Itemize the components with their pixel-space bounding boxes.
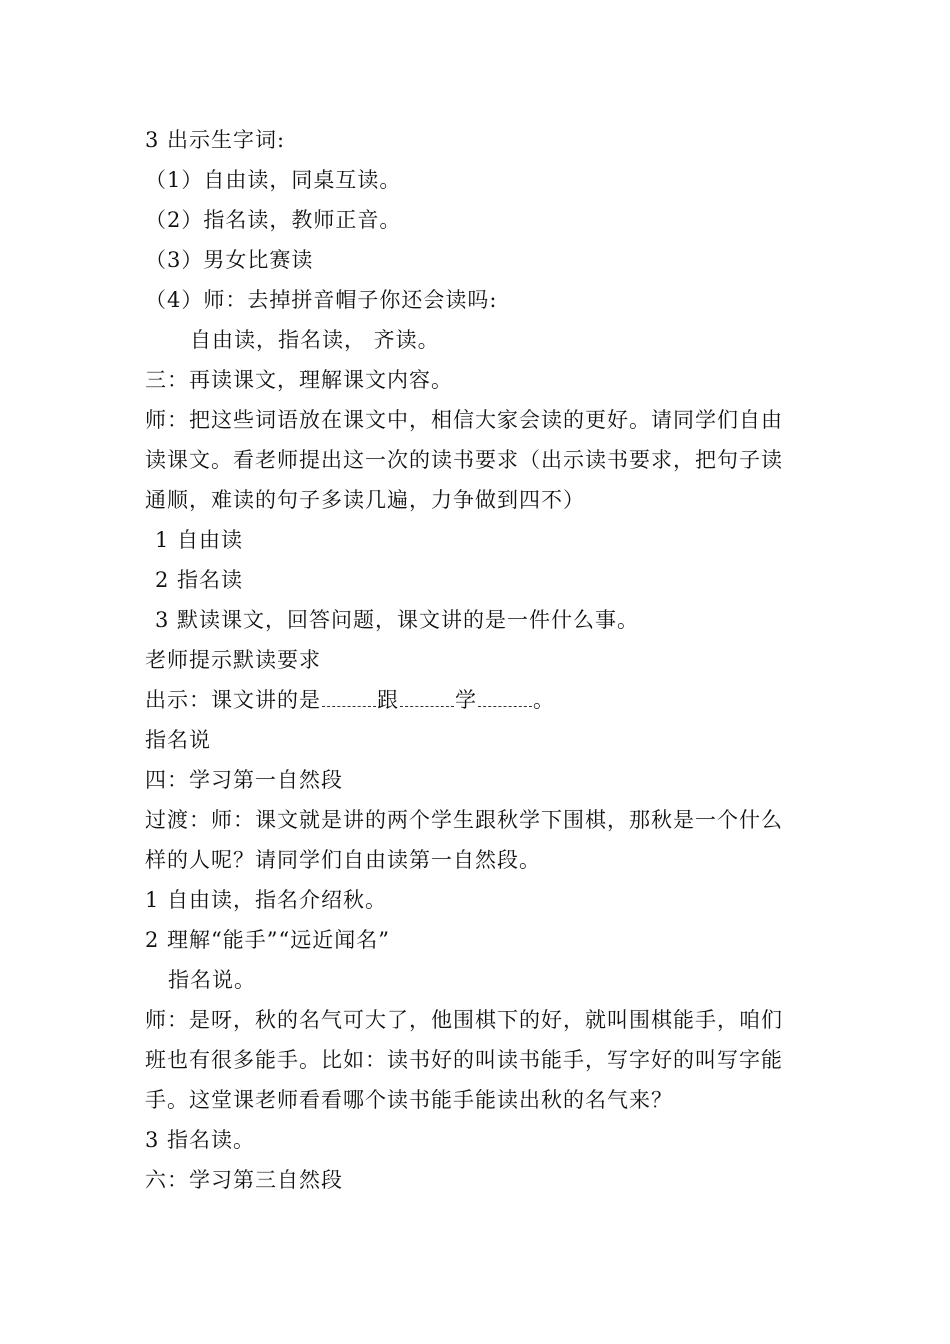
- text-line: （3）男女比赛读: [145, 248, 314, 272]
- fill-blank-prefix: 出示：课文讲的是: [145, 688, 321, 712]
- text-line: 手。这堂课老师看看哪个读书能手能读出秋的名气来？: [145, 1088, 673, 1112]
- fill-in-blank-line: [145, 685, 825, 715]
- fill-blank-mid1: 跟: [377, 688, 399, 712]
- text-line: 师：是呀，秋的名气可大了，他围棋下的好，就叫围棋能手，咱们: [145, 1008, 783, 1032]
- text-line: 指名说: [145, 728, 211, 752]
- text-line: 师：把这些词语放在课文中，相信大家会读的更好。请同学们自由: [145, 408, 783, 432]
- section-heading: 六：学习第三自然段: [145, 1168, 343, 1192]
- section-heading: 三：再读课文，理解课文内容。: [145, 368, 453, 392]
- text-line: 3 默读课文，回答问题，课文讲的是一件什么事。: [155, 608, 640, 632]
- blank-slot: [478, 688, 532, 707]
- fill-blank-suffix: 。: [533, 688, 555, 712]
- text-line: 样的人呢？请同学们自由读第一自然段。: [145, 848, 541, 872]
- text-line: 指名说。: [168, 968, 256, 992]
- blank-slot: [322, 688, 376, 707]
- text-line: 老师提示默读要求: [145, 648, 321, 672]
- text-line: 自由读，指名读， 齐读。: [190, 328, 440, 352]
- text-line: 1 自由读: [155, 528, 244, 552]
- section-heading: 四：学习第一自然段: [145, 768, 343, 792]
- text-line: 3 指名读。: [145, 1128, 256, 1152]
- text-line: 2 指名读: [155, 568, 244, 592]
- text-line: （4）师：去掉拼音帽子你还会读吗:: [145, 288, 498, 312]
- text-line: 3 出示生字词:: [145, 128, 286, 152]
- text-line: 2 理解“能手”“远近闻名”: [145, 928, 390, 952]
- fill-blank-mid2: 学: [455, 688, 477, 712]
- text-line: 过渡：师：课文就是讲的两个学生跟秋学下围棋，那秋是一个什么: [145, 808, 783, 832]
- text-line: 读课文。看老师提出这一次的读书要求（出示读书要求，把句子读: [145, 448, 783, 472]
- text-line: 通顺，难读的句子多读几遍，力争做到四不）: [145, 488, 585, 512]
- text-line: 班也有很多能手。比如：读书好的叫读书能手，写字好的叫写字能: [145, 1048, 783, 1072]
- text-line: 1 自由读，指名介绍秋。: [145, 888, 388, 912]
- text-line: （1）自由读，同桌互读。: [145, 168, 402, 192]
- blank-slot: [400, 688, 454, 707]
- text-line: （2）指名读，教师正音。: [145, 208, 402, 232]
